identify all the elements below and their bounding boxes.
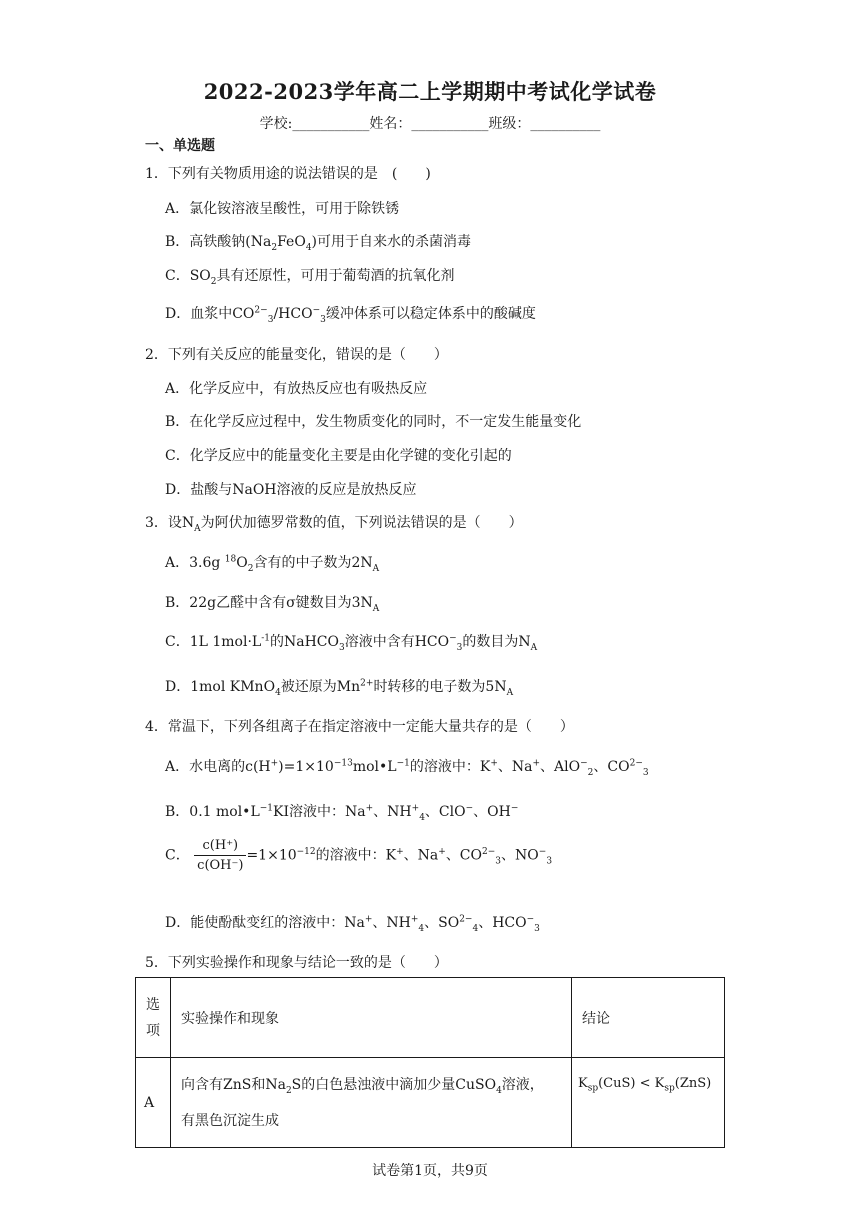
question-4-stem: 4．常温下，下列各组离子在指定溶液中一定能大量共存的是（ ）	[145, 719, 574, 735]
q3-option-c: C．1L $1mol\cdot L^{-1}$的NaHCO$_3$溶液中含有$HCO^-_3$的数目为$N_A$	[165, 633, 538, 653]
q2-option-c: C．化学反应中的能量变化主要是由化学键的变化引起的	[165, 448, 512, 464]
exam-title: 2022-2023学年高二上学期期中考试化学试卷	[203, 79, 657, 104]
question-3-stem: 3．设$N_A$为阿伏加德罗常数的值，下列说法错误的是（ ）	[145, 515, 523, 534]
q2-option-a: A．化学反应中，有放热反应也有吸热反应	[165, 381, 428, 397]
experiment-table	[135, 977, 725, 1148]
header-operation: 实验操作和现象	[171, 978, 572, 1058]
q3-option-b: B．22g乙醛中含有σ键数目为$3N_A$	[165, 595, 380, 614]
section-heading: 一、单选题	[145, 138, 215, 154]
q1-option-c: C．$SO_2$具有还原性，可用于葡萄酒的抗氧化剂	[165, 268, 455, 287]
page-footer: 试卷第1页，共9页	[372, 1163, 488, 1179]
question-2-stem: 2．下列有关反应的能量变化，错误的是（ ）	[145, 347, 448, 363]
q2-option-b: B．在化学反应过程中，发生物质变化的同时，不一定发生能量变化	[165, 414, 582, 430]
q4-option-a: A．水电离的$c(H^+)=1\times 10^{-13}mol•L^{-1}$的溶液中：K+、Na+、AlO−$_2$、$CO^{2-}_3$	[165, 758, 649, 778]
q4-option-c: C． $\frac{c(H^+)}{c(OH^-)}$ $=1\times 10^{-12}$的溶液中：K+、Na+、$CO^{2-}_3$、$NO^-_3$	[165, 838, 553, 873]
header-option: 选 项	[136, 978, 171, 1058]
q3-option-d: D．1mol KMnO$_4$被还原为$Mn^{2+}$时转移的电子数为$5N_A$	[165, 678, 514, 698]
q2-option-d: D．盐酸与NaOH溶液的反应是放热反应	[165, 482, 417, 498]
q4-option-b: B．0.1 $mol•L^{-1}KI$溶液中：Na+、$NH^+_4$、ClO−、OH−	[165, 803, 519, 823]
q1-option-a: A．氯化铵溶液呈酸性，可用于除铁锈	[165, 201, 400, 217]
table-header-row	[136, 978, 725, 1058]
question-1-stem: 1．下列有关物质用途的说法错误的是 ( )	[145, 166, 431, 182]
question-5-stem: 5．下列实验操作和现象与结论一致的是（ ）	[145, 955, 448, 971]
q1-option-d: D．血浆中$CO^{2-}_3/HCO^-_3$缓冲体系可以稳定体系中的酸碱度	[165, 305, 536, 325]
header-conclusion: 结论	[572, 978, 725, 1058]
row-operation: 向含有ZnS和$Na_2S$的白色悬浊液中滴加少量CuSO$_4$溶液， 有黑色沉淀生成	[171, 1058, 572, 1148]
row-option: A	[136, 1058, 171, 1148]
q4-option-d: D．能使酚酞变红的溶液中：Na+、$NH^+_4$、$SO^{2-}_4$、$HCO^-_3$	[165, 914, 540, 934]
student-info-line: 学校:___________姓名：___________班级：__________	[259, 116, 601, 132]
q1-option-b: B．高铁酸钠$(Na_2FeO_4)$可用于自来水的杀菌消毒	[165, 234, 472, 253]
row-conclusion: $K_{sp}(CuS) < K_{sp}(ZnS)$	[572, 1058, 725, 1148]
q3-option-a: A．3.6g $^{18}O_2$含有的中子数为$2N_A$	[165, 554, 380, 574]
table-row	[136, 1058, 725, 1148]
concentration-ratio-fraction: $\frac{c(H^+)}{c(OH^-)}$	[194, 838, 246, 873]
